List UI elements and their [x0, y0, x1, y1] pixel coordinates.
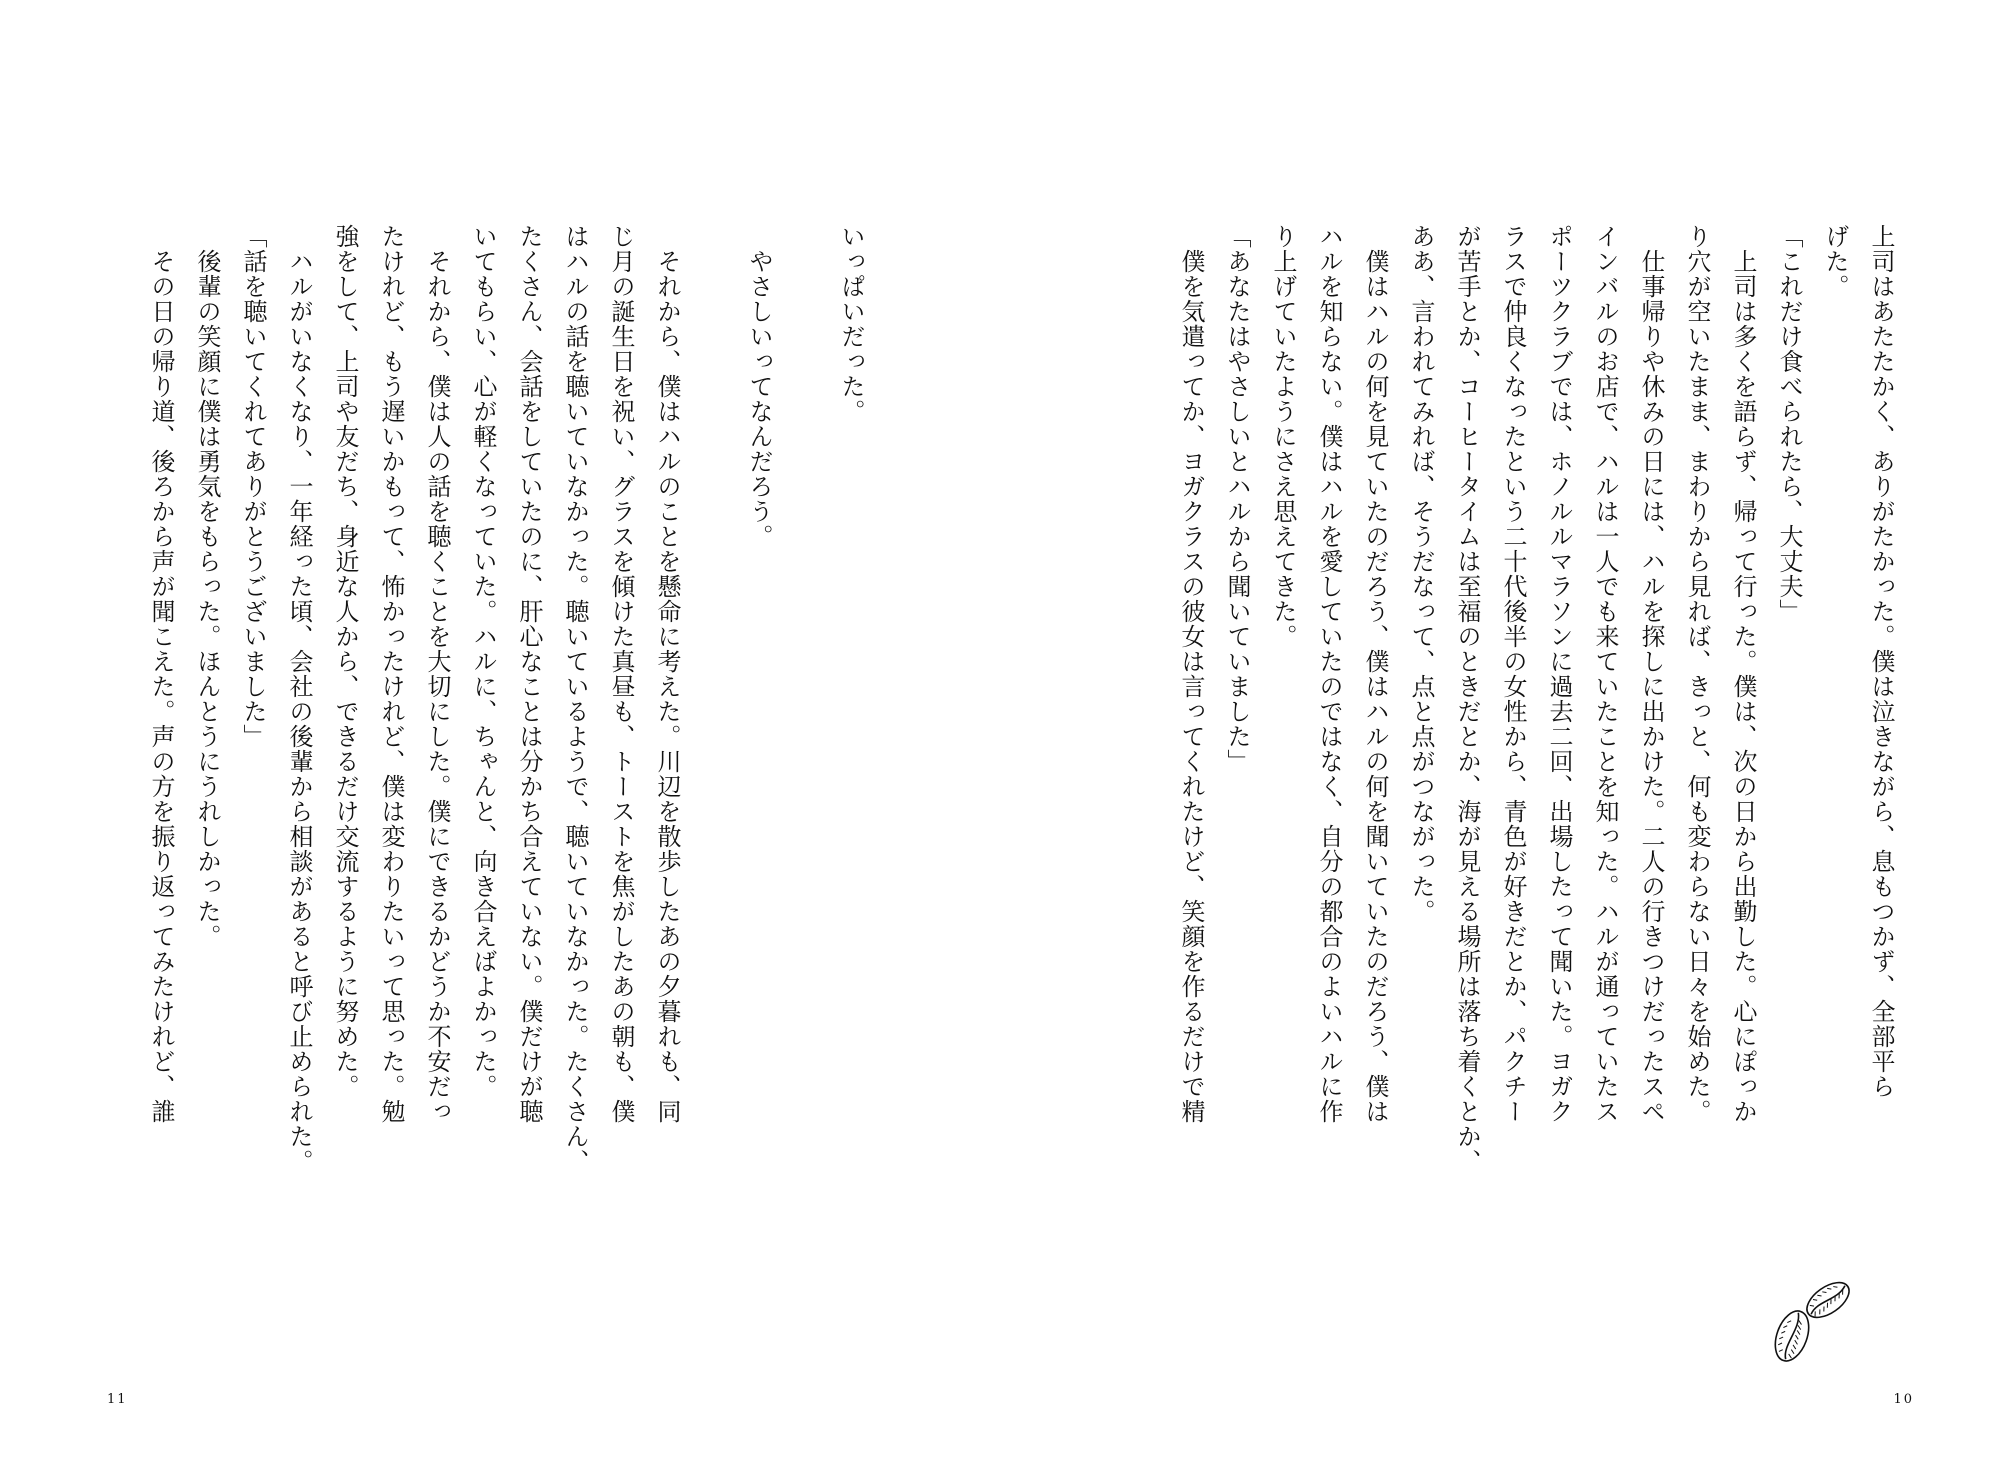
text-line: り穴が空いたまま、まわりから見れば、きっと、何も変わらない日々を始めた。 [1683, 224, 1711, 1124]
text-line: げた。 [1821, 224, 1849, 299]
page-number: 11 [107, 1392, 128, 1407]
text-line: ラスで仲良くなったという二十代後半の女性から、青色が好きだとか、パクチー [1499, 224, 1527, 1124]
coffee-beans-icon [1756, 1272, 1866, 1368]
text-line: 仕事帰りや休みの日には、ハルを探しに出かけた。二人の行きつけだったスペ [1637, 224, 1665, 1124]
right-page-text [1144, 224, 1904, 1184]
text-line: インバルのお店で、ハルは一人でも来ていたことを知った。ハルが通っていたス [1591, 224, 1619, 1124]
text-line: やさしいってなんだろう。 [745, 224, 773, 549]
left-page-text [114, 224, 874, 1184]
text-line: 上司は多くを語らず、帰って行った。僕は、次の日から出勤した。心にぽっか [1729, 224, 1757, 1124]
text-line: たくさん、会話をしていたのに、肝心なことは分かち合えていない。僕だけが聴 [515, 224, 543, 1124]
blank-line [690, 224, 736, 1184]
text-line: り上げていたようにさえ思えてきた。 [1269, 224, 1297, 649]
text-line: が苦手とか、コーヒータイムは至福のときだとか、海が見える場所は落ち着くとか、 [1453, 224, 1481, 1174]
text-line: ポーツクラブでは、ホノルルマラソンに過去二回、出場したって聞いた。ヨガク [1545, 224, 1573, 1124]
text-line: それから、僕はハルのことを懸命に考えた。川辺を散歩したあの夕暮れも、同 [653, 224, 681, 1124]
text-line: それから、僕は人の話を聴くことを大切にした。僕にできるかどうか不安だっ [423, 224, 451, 1124]
page-number: 10 [1893, 1392, 1914, 1407]
text-line: 僕はハルの何を見ていたのだろう、僕はハルの何を聞いていたのだろう、僕は [1361, 224, 1389, 1124]
text-line: 僕を気遣ってか、ヨガクラスの彼女は言ってくれたけど、笑顔を作るだけで精 [1177, 224, 1205, 1124]
text-line: 「あなたはやさしいとハルから聞いていました」 [1223, 224, 1251, 774]
text-line: 強をして、上司や友だち、身近な人から、できるだけ交流するように努めた。 [331, 224, 359, 1099]
text-line: その日の帰り道、後ろから声が聞こえた。声の方を振り返ってみたけれど、誰 [147, 224, 175, 1124]
text-line: 「話を聴いてくれてありがとうございました」 [239, 224, 267, 749]
text-line: ああ、言われてみれば、そうだなって、点と点がつながった。 [1407, 224, 1435, 924]
right-page [1008, 0, 2016, 1480]
blank-line [782, 224, 828, 1184]
text-line: ハルを知らない。僕はハルを愛していたのではなく、自分の都合のよいハルに作 [1315, 224, 1343, 1124]
text-line: いっぱいだった。 [837, 224, 865, 424]
text-line: 後輩の笑顔に僕は勇気をもらった。ほんとうにうれしかった。 [193, 224, 221, 949]
text-line: はハルの話を聴いていなかった。聴いているようで、聴いていなかった。たくさん、 [561, 224, 589, 1174]
text-line: いてもらい、心が軽くなっていた。ハルに、ちゃんと、向き合えばよかった。 [469, 224, 497, 1099]
text-line: 「これだけ食べられたら、大丈夫」 [1775, 224, 1803, 624]
text-line: ハルがいなくなり、一年経った頃、会社の後輩から相談があると呼び止められた。 [285, 224, 313, 1174]
text-line: じ月の誕生日を祝い、グラスを傾けた真昼も、トーストを焦がしたあの朝も、僕 [607, 224, 635, 1124]
text-line: たけれど、もう遅いかもって、怖かったけれど、僕は変わりたいって思った。勉 [377, 224, 405, 1124]
text-line: 上司はあたたかく、ありがたかった。僕は泣きながら、息もつかず、全部平ら [1867, 224, 1895, 1099]
